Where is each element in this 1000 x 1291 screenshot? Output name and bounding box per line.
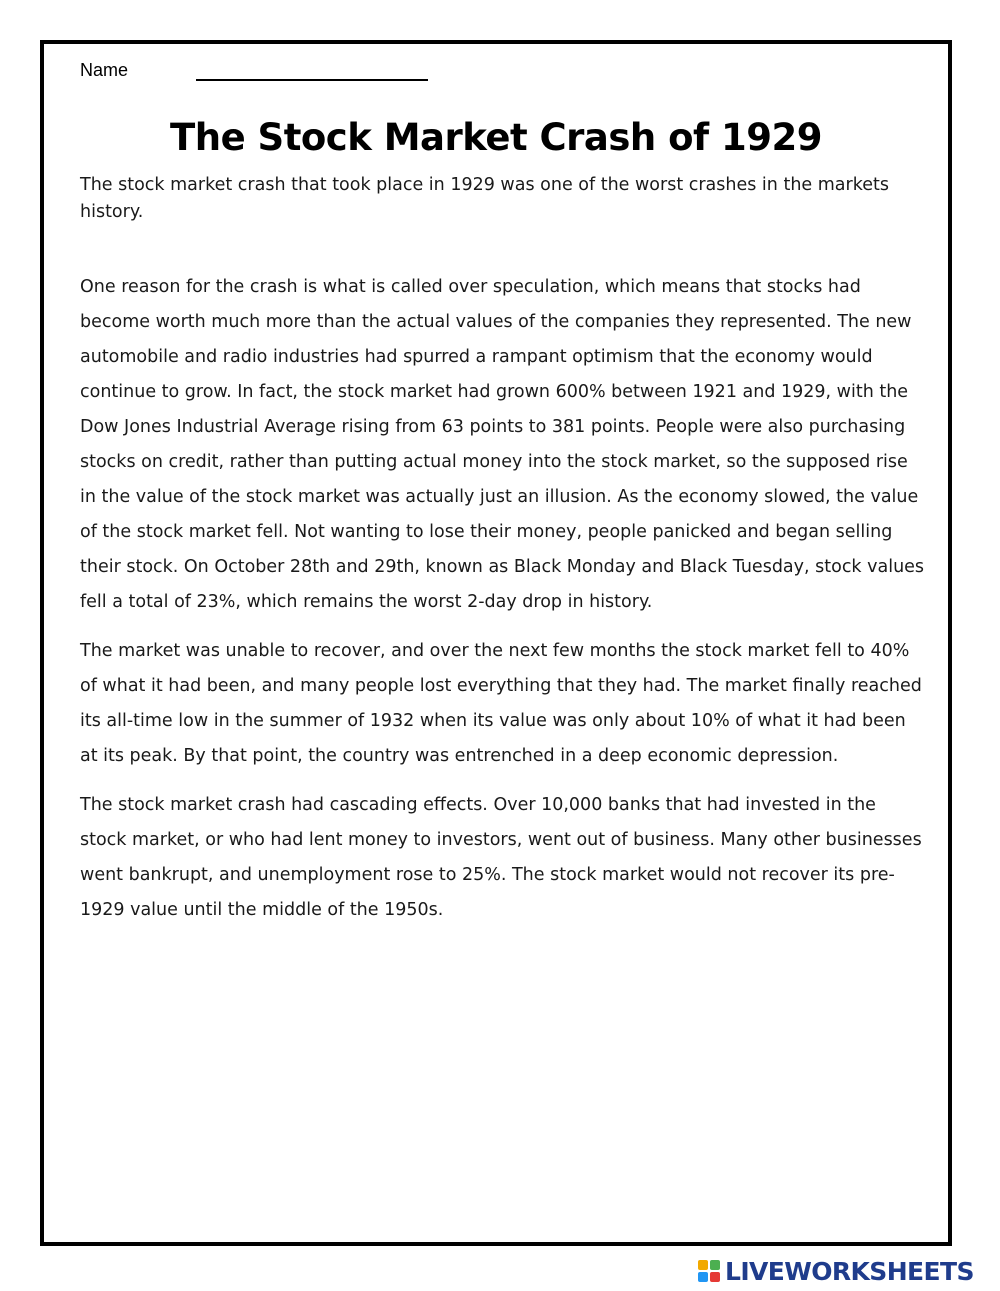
intro-paragraph: The stock market crash that took place in 1929 was one of the worst crashes in the markets history.: [80, 175, 889, 222]
paragraph-causes: One reason for the crash is what is called over speculation, which means that stocks had become worth much more than the actual values of the companies they represented. The new automobile and radio industries had spurred a rampant optimism that the economy would continue to grow. In fact, the stock market had grown 600% between 1921 and 1929, with the Dow Jones Industrial Average rising from 63 points to 381 points. People were also purchasing stocks on credit, rather than putting actual money into the stock market, so the supposed rise in the value of the stock market was actually just an illusion. As the economy slowed, the value of the stock market fell. Not wanting to lose their money, people panicked and began selling their stock. On October 28th and 29th, known as Black Monday and Black Tuesday, stock values fell a total of 23%, which remains the worst 2-day drop in history.: [80, 277, 925, 612]
name-input-line[interactable]: [196, 61, 428, 81]
name-row: [80, 60, 428, 81]
logo-text: LIVEWORKSHEETS: [725, 1256, 974, 1286]
paragraph-effects: The stock market crash had cascading effects. Over 10,000 banks that had invested in the stock market, or who had lent money to investors, went out of business. Many other businesses went bankrupt, and unemployment rose to 25%. The stock market would not recover its pre-1929 value until the middle of the 1950s.: [80, 795, 922, 920]
logo-square-4: [710, 1272, 720, 1282]
worksheet-page: [40, 40, 952, 1246]
logo-square-1: [698, 1260, 708, 1270]
worksheet-title: The Stock Market Crash of 1929: [169, 116, 823, 159]
name-label: Name: [80, 60, 129, 80]
logo-square-2: [710, 1260, 720, 1270]
logo-square-3: [698, 1272, 708, 1282]
paragraph-aftermath: The market was unable to recover, and over the next few months the stock market fell to 40% of what it had been, and many people lost everything that they had. The market finally reached its all-time low in the summer of 1932 when its value was only about 10% of what it had been at its peak. By that point, the country was entrenched in a deep economic depression.: [80, 641, 922, 766]
worksheet-body: [80, 172, 926, 942]
logo-mark-icon: [698, 1260, 720, 1282]
liveworksheets-logo: [698, 1255, 974, 1287]
